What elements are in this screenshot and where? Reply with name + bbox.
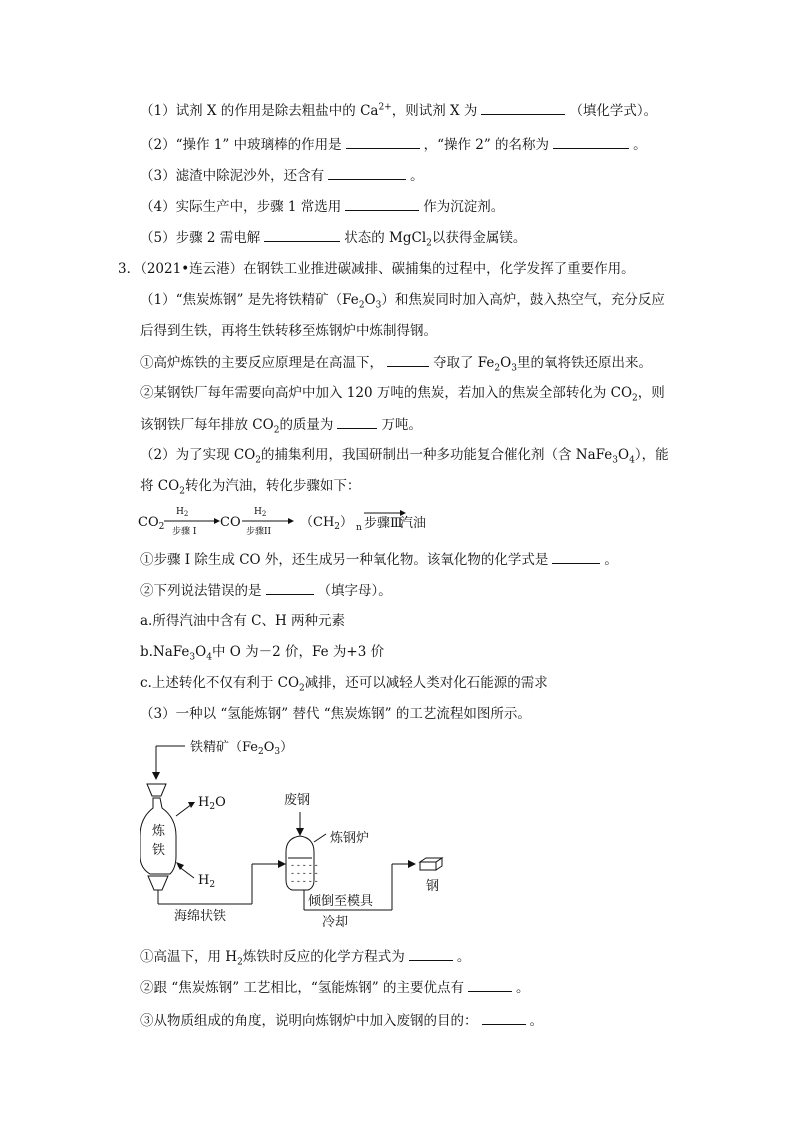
label-steel-furnace: 炼钢炉 xyxy=(330,831,370,846)
svg-text:- - - - -: - - - - - xyxy=(291,869,318,879)
answer-blank[interactable] xyxy=(552,549,600,564)
answer-blank[interactable] xyxy=(264,227,340,242)
q3-s1-item1: ①高炉炼铁的主要反应原理是在高温下， 夺取了 $Fe_2O_3$里的氧将铁还原出来。 xyxy=(140,352,652,373)
h2o-out-arrow xyxy=(176,804,192,816)
label-pour: 倾倒至模具 xyxy=(308,894,374,909)
answer-blank[interactable] xyxy=(328,165,406,180)
scheme-co: CO xyxy=(220,515,241,530)
furnace-outlet xyxy=(148,876,168,890)
process-diagram xyxy=(140,738,460,938)
prev-q1: （1）试剂 X 的作用是除去粗盐中的 $Ca^{2+}$，则试剂 X 为 （填化学式）。 xyxy=(140,100,657,121)
prev-q3: （3）滤渣中除泥沙外，还含有 。 xyxy=(140,165,424,186)
label-cool: 冷却 xyxy=(322,915,349,930)
scheme-co2: $CO_2$ xyxy=(138,515,165,532)
q3-s1-line1: （1）“焦炭炼钢” 是先将铁精矿$(Fe_2O_3)$和焦炭同时加入高炉，鼓入热空气，充分反应 xyxy=(140,292,665,311)
q3-s3-line1: （3）一种以 “氢能炼钢” 替代 “焦炭炼钢” 的工艺流程如图所示。 xyxy=(140,706,531,722)
svg-text:- - - - -: - - - - - xyxy=(291,877,318,887)
q3-s1-item2: ②某钢铁厂每年需要向高炉中加入 120 万吨的焦炭，若加入的焦炭全部转化为 $CO_2$，则 xyxy=(140,385,665,404)
scheme-step3: 步骤Ⅲ xyxy=(364,516,403,531)
conversion-scheme xyxy=(138,502,438,542)
answer-blank[interactable] xyxy=(346,134,420,149)
svg-text:- - - - -: - - - - - xyxy=(291,861,318,871)
scheme-h2-2: $H_2$ xyxy=(254,507,267,518)
answer-blank[interactable] xyxy=(481,100,565,115)
q3-s2-item2: ②下列说法错误的是 （填字母）。 xyxy=(140,580,392,601)
label-h2: $H_2$ xyxy=(198,873,216,890)
label-sponge-iron: 海绵状铁 xyxy=(174,909,227,924)
answer-blank[interactable] xyxy=(553,134,629,149)
prev-q2: （2）“操作 1” 中玻璃棒的作用是 ，“操作 2” 的名称为 。 xyxy=(140,134,647,155)
answer-blank[interactable] xyxy=(482,1010,526,1025)
q3-s3-item3: ③从物质组成的角度，说明向炼钢炉中加入废钢的目的： 。 xyxy=(140,1010,543,1031)
label-steel: 钢 xyxy=(426,879,440,894)
q3-header: 3．（2021•连云港）在钢铁工业推进碳减排、碳捕集的过程中，化学发挥了重要作用。 xyxy=(118,261,635,277)
answer-blank[interactable] xyxy=(337,414,377,429)
q3-s2-line1: （2）为了实现 $CO_2$的捕集利用，我国研制出一种多功能复合催化剂（含 $NaFe_3O_4$），能 xyxy=(140,447,669,466)
q3-s2-line2: 将 $CO_2$转化为汽油，转化步骤如下： xyxy=(140,478,361,497)
q3-s1-line2: 后得到生铁，再将生铁转移至炼钢炉中炼制得钢。 xyxy=(140,323,437,339)
answer-blank[interactable] xyxy=(266,580,314,595)
prev-q5: （5）步骤 2 需电解 状态的 MgCl$_2$以获得金属镁。 xyxy=(140,227,526,248)
q3-s1-item3: 该钢铁厂每年排放 $CO_2$的质量为 万吨。 xyxy=(140,414,422,435)
ore-hopper xyxy=(147,784,166,796)
label-scrap: 废钢 xyxy=(284,793,311,808)
scheme-h2-1: $H_2$ xyxy=(176,507,189,518)
scheme-step1: 步骤 I xyxy=(172,527,197,537)
answer-blank[interactable] xyxy=(345,196,419,211)
prev-q4: （4）实际生产中，步骤 1 常选用 作为沉淀剂。 xyxy=(140,196,504,217)
answer-blank[interactable] xyxy=(468,977,512,992)
q3-s2-option-c: c.上述转化不仅有利于 $CO_2$减排，还可以减轻人类对化石能源的需求 xyxy=(140,675,548,694)
answer-blank[interactable] xyxy=(409,946,453,961)
q3-s3-item2: ②跟 “焦炭炼钢” 工艺相比，“氢能炼钢” 的主要优点有 。 xyxy=(140,977,529,998)
scheme-step2: 步骤II xyxy=(246,527,272,537)
answer-blank[interactable] xyxy=(387,352,429,367)
label-ore: 铁精矿$(Fe_2O_3)$ xyxy=(190,740,294,757)
furnace-label-1: 炼 xyxy=(152,824,166,839)
q3-s2-option-a: a.所得汽油中含有 C、H 两种元素 xyxy=(140,613,346,629)
scheme-n: n xyxy=(356,523,362,533)
scheme-ch2: $(CH_2)$ xyxy=(300,515,354,532)
scheme-oil: 汽油 xyxy=(400,516,427,531)
label-h2o: $H_2O$ xyxy=(198,795,226,812)
furnace-label-2: 铁 xyxy=(152,843,166,858)
q3-s2-option-b: $b.NaFe_3O_4$中 O 为－2 价，Fe 为+3 价 xyxy=(140,644,385,663)
q3-s3-item1: ①高温下，用 $H_2$炼铁时反应的化学方程式为 。 xyxy=(140,946,470,967)
q3-s2-item1: ①步骤 I 除生成 CO 外，还生成另一种氧化物。该氧化物的化学式是 。 xyxy=(140,549,618,570)
